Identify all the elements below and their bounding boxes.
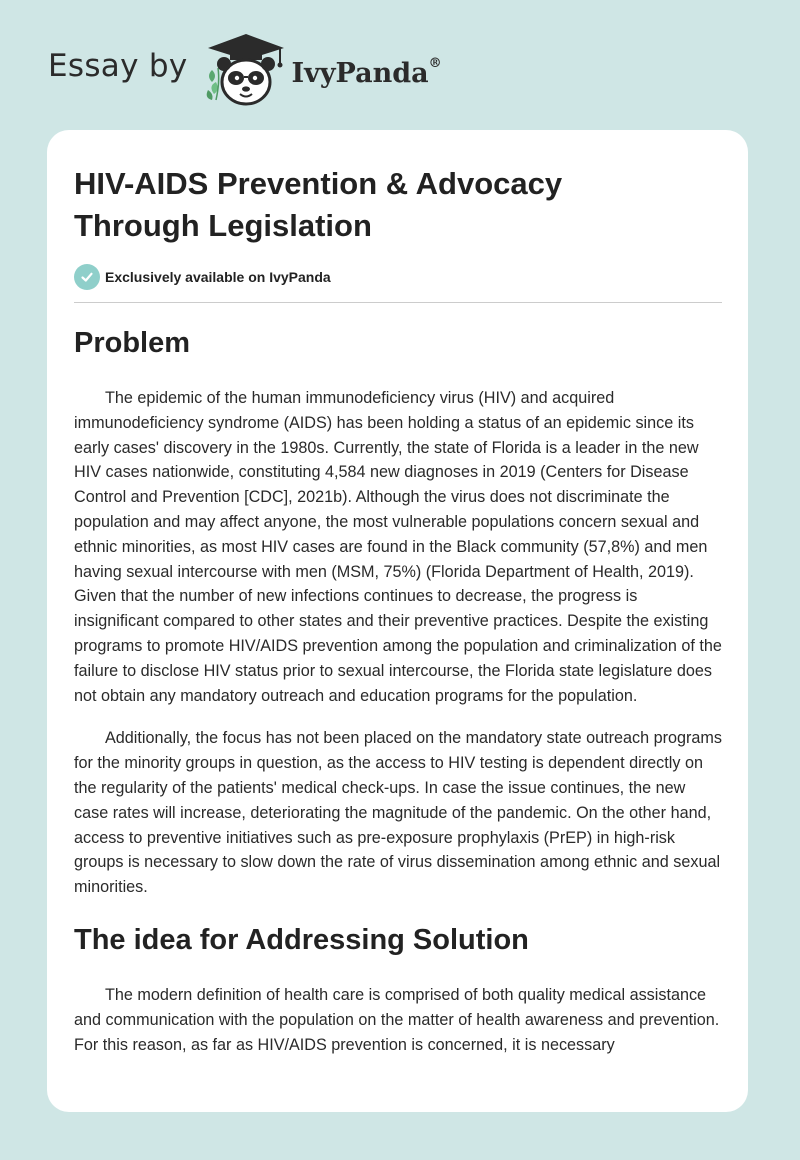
article-card [47,130,748,1112]
paragraph: Additionally, the focus has not been placed on the mandatory state outreach programs for the minority groups in question, as the access to HIV testing is dependent directly on the regularity of the patients' medical check-ups. In case the issue continues, the new case rates will increase, deteriorating the magnitude of the pandemic. On the other hand, access to preventive initiatives such as pre-exposure prophylaxis (PrEP) in high-risk groups is necessary to slow down the rate of virus dissemination among ethnic and sexual minorities. [74,729,723,897]
paragraph: The modern definition of health care is comprised of both quality medical assistance and communication with the population on the matter of health awareness and prevention. For this reason, as far as HIV/AIDS prevention is concerned, it is necessary [74,985,720,1054]
brand-name-text: IvyPanda [291,57,429,89]
brand-name[interactable] [291,55,442,89]
registered-mark: ® [428,55,442,71]
badge-text: Exclusively available on IvyPanda [105,269,331,285]
article-title: HIV-AIDS Prevention & Advocacy Through Legislation [74,166,563,243]
check-icon [74,264,100,290]
brand-prefix: Essay by [48,48,188,84]
divider [74,302,722,303]
brand-header [48,30,442,110]
panda-graduate-logo-icon[interactable] [202,30,290,110]
paragraph: The epidemic of the human immunodeficiency virus (HIV) and acquired immunodeficiency syndrome (AIDS) has been holding a status of an epidemic since its early cases' discovery in the 1980s. Currently, the state of Florida is a leader in the new HIV cases nationwide, constituting 4,584 new diagnoses in 2019 (Centers for Disease Control and Prevention [CDC], 2021b). Although the virus does not discriminate the population and may affect anyone, the most vulnerable populations concern sexual and ethnic minorities, as most HIV cases are found in the Black community (57,8%) and men having sexual intercourse with men (MSM, 75%) (Florida Department of Health, 2019). Given that the number of new infections continues to decrease, the progress is insignificant compared to other states and their preventive practices. Despite the existing programs to promote HIV/AIDS prevention among the population and criminalization of the failure to disclose HIV status prior to sexual intercourse, the Florida state legislature does not obtain any mandatory outreach and education programs for the population. [74,389,722,705]
exclusive-badge [74,264,721,290]
section-heading-solution: The idea for Addressing Solution [74,923,529,956]
section-heading-problem: Problem [74,327,191,359]
